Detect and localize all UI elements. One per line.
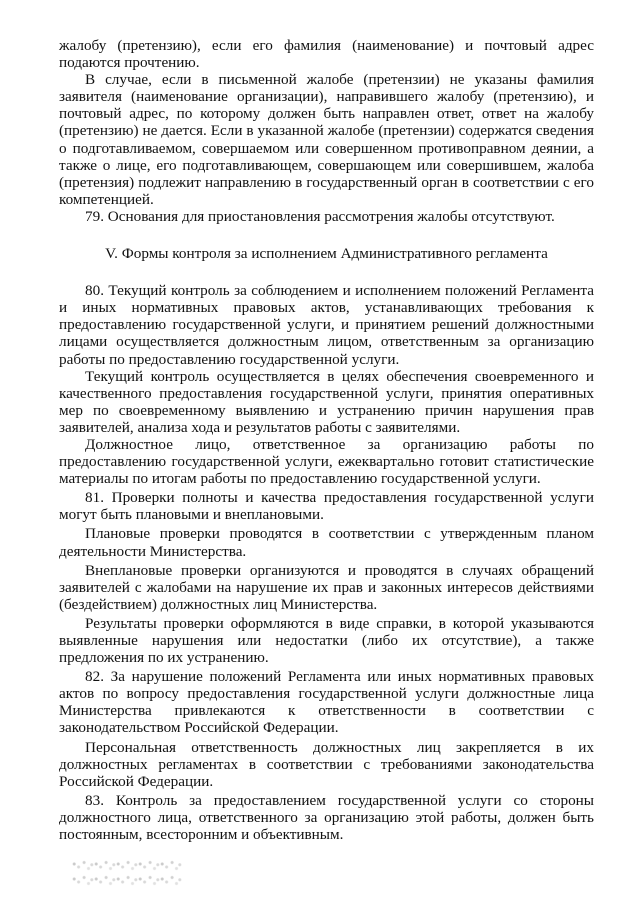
- paragraph-80: 80. Текущий контроль за соблюдением и исполнением положений Регламента и иных нормативных правовых актов, устанавливающих требования к предоставлению государственной услуги, и принятием решений должностными лицами осуществляется должностным лицом, ответственным за организацию работы по предоставлению государственной услуги.: [59, 282, 594, 368]
- paragraph-personal-responsibility: Персональная ответственность должностных лиц закрепляется в их должностных регламентах в соответствии с требованиями законодательства Российской Федерации.: [59, 738, 594, 790]
- paragraph-unplanned-checks: Внеплановые проверки организуются и проводятся в случаях обращений заявителей с жалобами на нарушение их прав и законных интересов действиями (бездействием) должностных лиц Министерства.: [59, 561, 594, 613]
- paragraph-81: 81. Проверки полноты и качества предоставления государственной услуги могут быть плановыми и внеплановыми.: [59, 489, 594, 524]
- paragraph-check-results: Результаты проверки оформляются в виде справки, в которой указываются выявленные нарушения или недостатки (либо их отсутствие), а также предложения по их устранению.: [59, 614, 594, 667]
- paragraph-79: 79. Основания для приостановления рассмотрения жалобы отсутствуют.: [85, 207, 555, 225]
- paragraph-planned-checks: Плановые проверки проводятся в соответствии с утвержденным планом деятельности Министерства.: [59, 525, 594, 560]
- paragraph-82: 82. За нарушение положений Регламента или иных нормативных правовых актов по вопросу предоставления государственной услуги должностные лица Министерства привлекаются к ответственности в соответствии с законодательством Российской Федерации.: [59, 668, 594, 737]
- paragraph-current-control: Текущий контроль осуществляется в целях обеспечения своевременного и качественного предоставления государственной услуги, принятия оперативных мер по своевременному выявлению и устранению причин нарушения прав заявителей, анализа хода и результатов работы с заявителями.: [59, 367, 594, 436]
- section-heading: V. Формы контроля за исполнением Административного регламента: [105, 245, 548, 263]
- paragraph-missing-name-address: В случае, если в письменной жалобе (претензии) не указаны фамилия заявителя (наименование организации), направившего жалобу (претензию), и почтовый адрес, по которому должен быть направлен ответ, ответ на жалобу (претензию) не дается. Если в указанной жалобе (претензии) содержатся сведения о подготавливаемом, совершаемом или совершенном противоправном деянии, а также о лице, его подготавливающем, совершающем или совершившем, жалоба (претензия) подлежит направлению в государственный орган в соответствии с его компетенцией.: [59, 71, 594, 208]
- scan-artifact: [72, 858, 182, 888]
- paragraph-complaint-continued: жалобу (претензию), если его фамилия (наименование) и почтовый адрес подаются прочтению.: [59, 37, 594, 72]
- paragraph-83: 83. Контроль за предоставлением государственной услуги со стороны должностного лица, ответственного за организацию этой работы, должен быть постоянным, всесторонним и объективным.: [59, 791, 594, 844]
- paragraph-official-reports: Должностное лицо, ответственное за организацию работы по предоставлению государственной услуги, ежеквартально готовит статистические материалы по итогам работы по предоставлению государственной услуги.: [59, 435, 594, 488]
